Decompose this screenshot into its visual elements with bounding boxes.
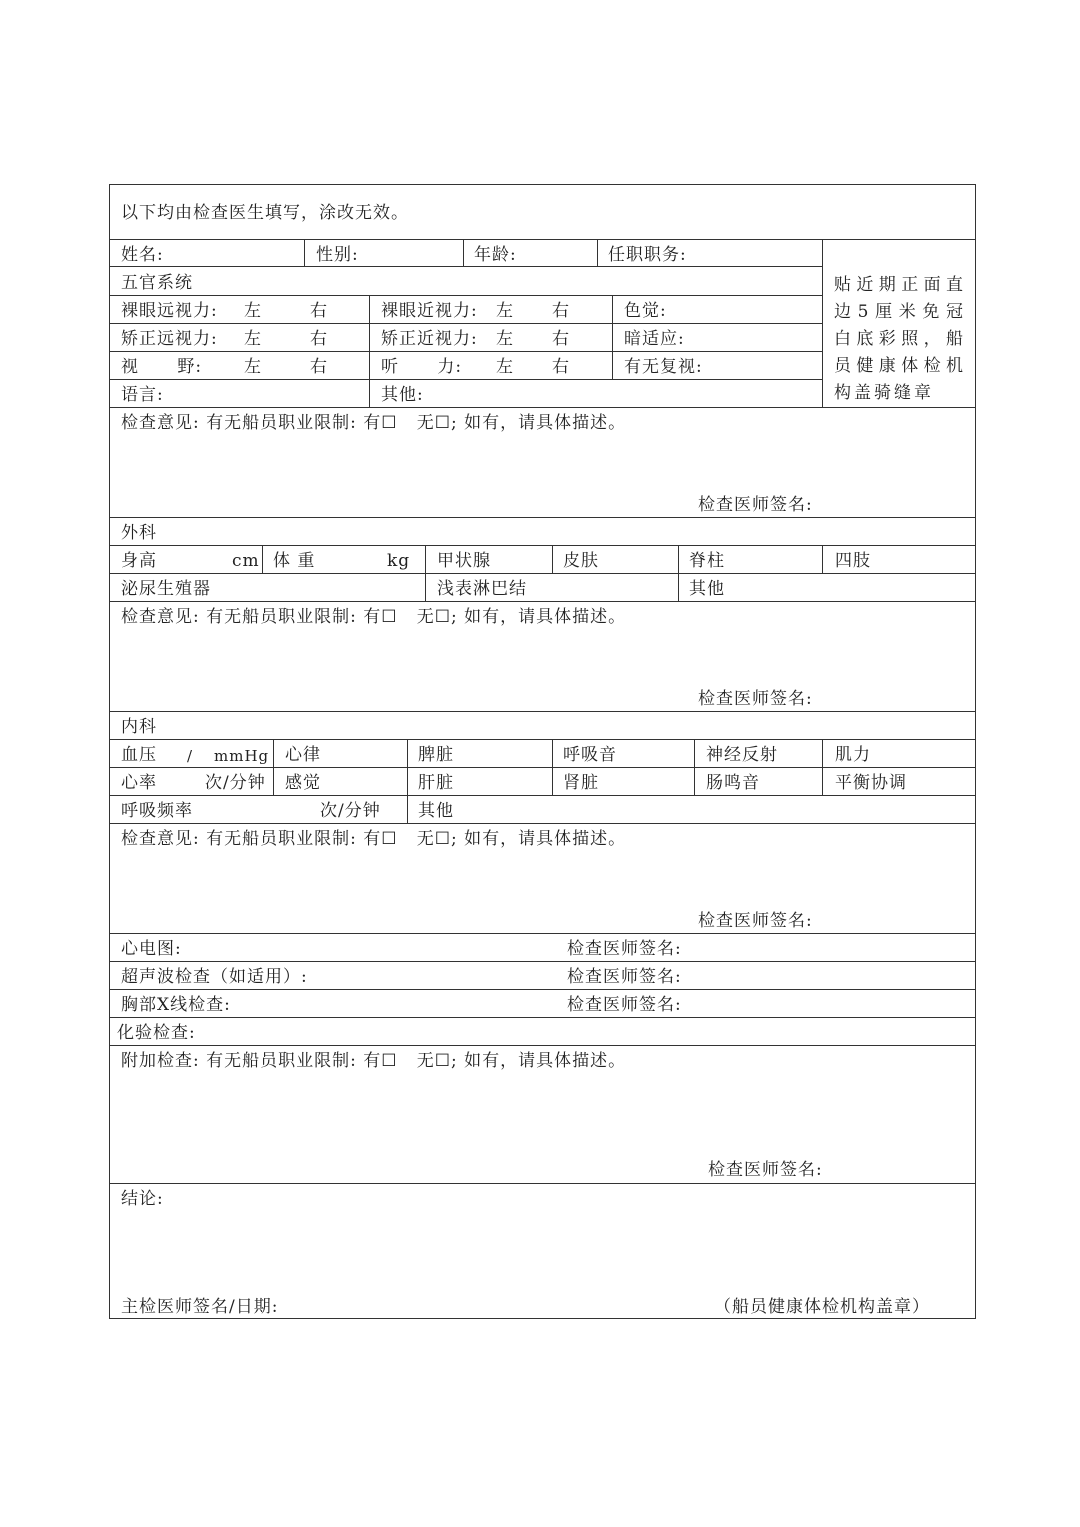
col-divider xyxy=(822,545,823,573)
per-minute-unit: 次/分钟 xyxy=(205,773,266,793)
internal-section-title: 内科 xyxy=(121,717,157,737)
col-divider xyxy=(822,739,823,795)
right-label: 右 xyxy=(310,357,328,377)
thyroid-label: 甲状腺 xyxy=(437,551,491,571)
row-divider xyxy=(109,711,976,712)
spine-label: 脊柱 xyxy=(689,551,725,571)
bp-label: 血压 xyxy=(121,745,157,765)
left-label: 左 xyxy=(244,301,262,321)
eye-section-title: 五官系统 xyxy=(121,273,193,293)
col-divider xyxy=(597,239,598,266)
row-divider xyxy=(109,266,822,267)
col-divider xyxy=(273,739,274,795)
col-divider xyxy=(552,739,553,795)
opinion-text: 检查意见: 有无船员职业限制: 有☐ 无☐; 如有，请具体描述。 xyxy=(121,413,627,433)
row-divider xyxy=(109,295,822,296)
row-divider xyxy=(109,239,976,240)
doctor-signature-label: 检查医师签名: xyxy=(708,1160,823,1180)
doctor-signature-label: 检查医师签名: xyxy=(567,967,682,987)
duty-label: 任职职务: xyxy=(608,245,687,265)
col-divider xyxy=(262,545,263,573)
row-divider xyxy=(109,351,822,352)
age-label: 年龄: xyxy=(474,245,517,265)
ecg-label: 心电图: xyxy=(121,939,182,959)
header-note: 以下均由检查医生填写，涂改无效。 xyxy=(121,203,409,223)
row-divider xyxy=(109,407,976,408)
left-label: 左 xyxy=(496,357,514,377)
row-divider xyxy=(109,1183,976,1184)
right-label: 右 xyxy=(552,357,570,377)
row-divider xyxy=(109,601,976,602)
col-divider xyxy=(612,295,613,379)
corr-near-label: 矫正近视力: xyxy=(381,329,478,349)
visual-field-label: 视 野: xyxy=(121,357,203,377)
balance-label: 平衡协调 xyxy=(835,773,907,793)
row-divider xyxy=(109,573,976,574)
right-label: 右 xyxy=(552,329,570,349)
photo-placeholder-note: 贴近期正面直边5厘米免冠白底彩照，船员健康体检机构盖骑缝章 xyxy=(834,275,966,403)
doctor-signature-label: 检查医师签名: xyxy=(698,495,813,515)
row-divider xyxy=(109,767,976,768)
col-divider xyxy=(425,545,426,601)
weight-unit: kg xyxy=(387,551,411,571)
heart-rate-label: 心率 xyxy=(121,773,157,793)
right-label: 右 xyxy=(552,301,570,321)
breath-sound-label: 呼吸音 xyxy=(563,745,617,765)
row-divider xyxy=(109,739,976,740)
xray-label: 胸部X线检查: xyxy=(121,995,231,1015)
right-label: 右 xyxy=(310,329,328,349)
row-divider xyxy=(109,933,976,934)
name-label: 姓名: xyxy=(121,245,164,265)
bp-separator: / xyxy=(187,747,194,765)
additional-test-text: 附加检查: 有无船员职业限制: 有☐ 无☐; 如有，请具体描述。 xyxy=(121,1051,627,1071)
doctor-signature-label: 检查医师签名: xyxy=(567,995,682,1015)
speech-label: 语言: xyxy=(121,385,164,405)
doctor-signature-label: 检查医师签名: xyxy=(698,689,813,709)
sense-label: 感觉 xyxy=(285,773,321,793)
ultrasound-label: 超声波检查（如适用）: xyxy=(121,967,308,987)
dark-adapt-label: 暗适应: xyxy=(624,329,685,349)
row-divider xyxy=(109,323,822,324)
doctor-signature-label: 检查医师签名: xyxy=(698,911,813,931)
left-label: 左 xyxy=(244,357,262,377)
color-vision-label: 色觉: xyxy=(624,301,667,321)
spleen-label: 脾脏 xyxy=(418,745,454,765)
col-divider xyxy=(694,739,695,795)
chief-doctor-signature-label: 主检医师签名/日期: xyxy=(121,1297,279,1317)
row-divider xyxy=(109,545,976,546)
row-divider xyxy=(109,823,976,824)
kidney-label: 肾脏 xyxy=(563,773,599,793)
lymph-label: 浅表淋巴结 xyxy=(437,579,527,599)
rhythm-label: 心律 xyxy=(285,745,321,765)
skin-label: 皮肤 xyxy=(563,551,599,571)
corr-far-label: 矫正远视力: xyxy=(121,329,218,349)
col-divider xyxy=(304,239,305,266)
surgery-section-title: 外科 xyxy=(121,523,157,543)
col-divider xyxy=(369,295,370,407)
naked-far-label: 裸眼远视力: xyxy=(121,301,218,321)
muscle-label: 肌力 xyxy=(835,745,871,765)
left-label: 左 xyxy=(244,329,262,349)
gender-label: 性别: xyxy=(316,245,359,265)
conclusion-label: 结论: xyxy=(121,1189,164,1209)
liver-label: 肝脏 xyxy=(418,773,454,793)
bp-unit: mmHg xyxy=(214,747,270,765)
height-unit: cm xyxy=(232,551,260,571)
reflex-label: 神经反射 xyxy=(706,745,778,765)
urogenital-label: 泌尿生殖器 xyxy=(121,579,211,599)
row-divider xyxy=(109,1017,976,1018)
double-vision-label: 有无复视: xyxy=(624,357,703,377)
col-divider xyxy=(678,545,679,601)
left-label: 左 xyxy=(496,329,514,349)
bowel-sound-label: 肠鸣音 xyxy=(706,773,760,793)
col-divider xyxy=(822,239,823,407)
opinion-text: 检查意见: 有无船员职业限制: 有☐ 无☐; 如有，请具体描述。 xyxy=(121,607,627,627)
opinion-text: 检查意见: 有无船员职业限制: 有☐ 无☐; 如有，请具体描述。 xyxy=(121,829,627,849)
right-label: 右 xyxy=(310,301,328,321)
col-divider xyxy=(407,739,408,823)
internal-other-label: 其他 xyxy=(418,801,454,821)
doctor-signature-label: 检查医师签名: xyxy=(567,939,682,959)
col-divider xyxy=(552,545,553,573)
left-label: 左 xyxy=(496,301,514,321)
limbs-label: 四肢 xyxy=(835,551,871,571)
institution-stamp-label: （船员健康体检机构盖章） xyxy=(714,1297,930,1317)
col-divider xyxy=(463,239,464,266)
height-label: 身高 xyxy=(121,551,157,571)
per-minute-unit: 次/分钟 xyxy=(320,801,381,821)
row-divider xyxy=(109,379,822,380)
row-divider xyxy=(109,795,976,796)
row-divider xyxy=(109,517,976,518)
weight-label: 体 重 xyxy=(273,551,316,571)
naked-near-label: 裸眼近视力: xyxy=(381,301,478,321)
eye-other-label: 其他: xyxy=(381,385,424,405)
resp-rate-label: 呼吸频率 xyxy=(121,801,193,821)
lab-test-label: 化验检查: xyxy=(117,1023,196,1043)
row-divider xyxy=(109,1045,976,1046)
row-divider xyxy=(109,961,976,962)
hearing-label: 听 力: xyxy=(381,357,463,377)
surgery-other-label: 其他 xyxy=(689,579,725,599)
row-divider xyxy=(109,989,976,990)
